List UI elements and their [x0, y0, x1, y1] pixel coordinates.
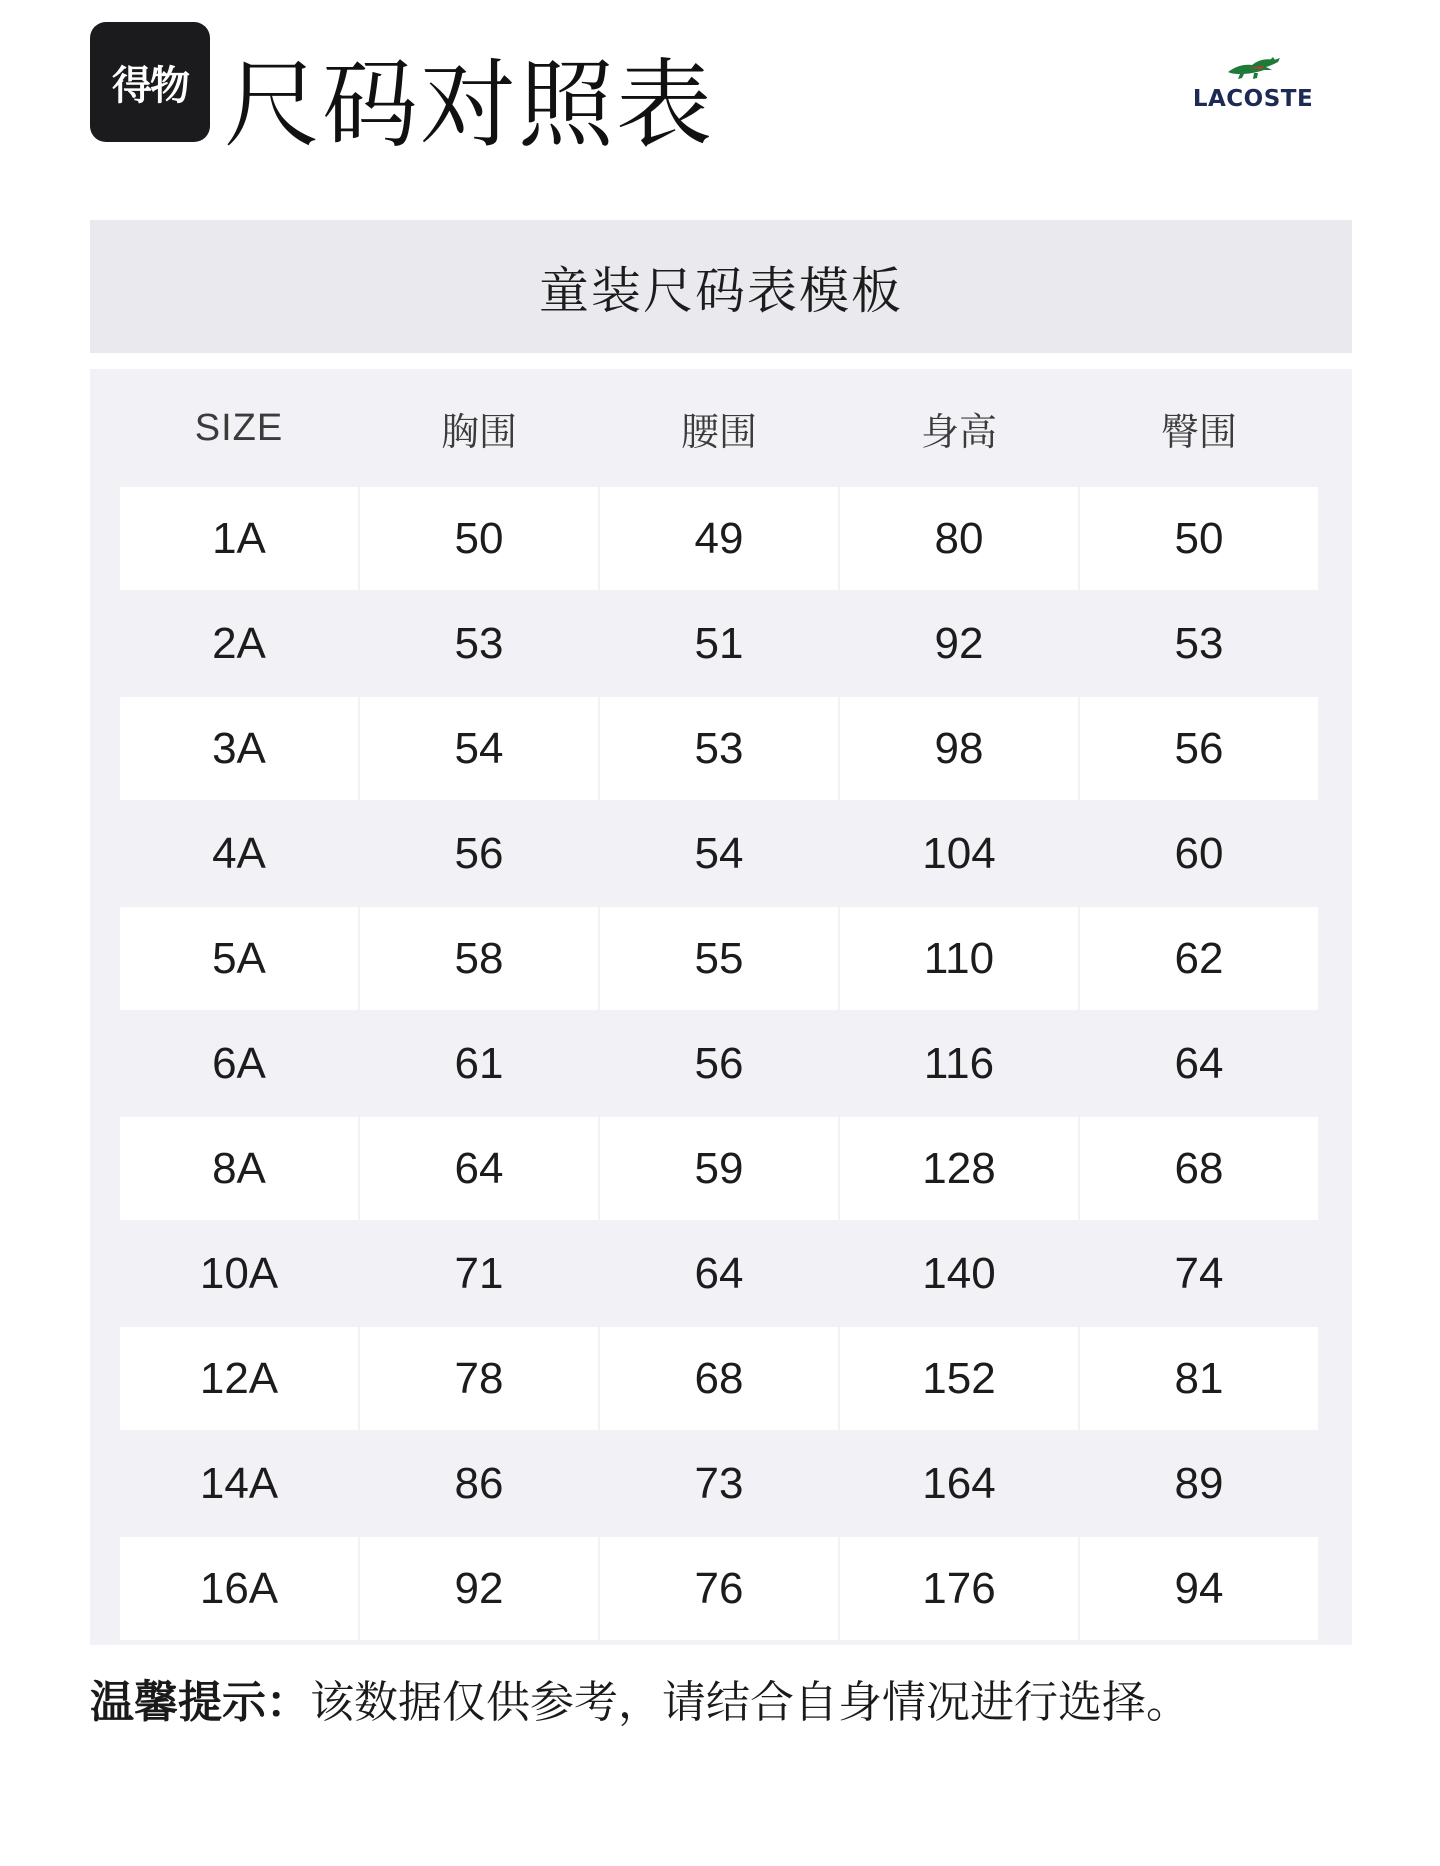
- column-header: 臀围: [1160, 409, 1237, 454]
- table-cell: 71: [360, 1222, 598, 1325]
- table-row: [120, 802, 1320, 905]
- table-row: [120, 592, 1320, 695]
- table-cell: 14A: [120, 1432, 358, 1535]
- table-cell: 54: [600, 802, 838, 905]
- table-cell: 89: [1080, 1432, 1318, 1535]
- table-row: [120, 1222, 1320, 1325]
- table-rows: [120, 487, 1320, 1640]
- table-cell: 80: [840, 487, 1078, 590]
- column-header: 胸围: [440, 409, 517, 454]
- column-header: 身高: [920, 409, 997, 454]
- table-cell: 6A: [120, 1012, 358, 1115]
- table-cell: 104: [840, 802, 1078, 905]
- table-cell: 50: [360, 487, 598, 590]
- table-cell: 4A: [120, 802, 358, 905]
- table-cell: 110: [840, 907, 1078, 1010]
- table-cell: 10A: [120, 1222, 358, 1325]
- table-cell: 140: [840, 1222, 1078, 1325]
- table-row: [120, 487, 1320, 590]
- table-cell: 1A: [120, 487, 358, 590]
- reference-note: [90, 1666, 1190, 1730]
- brand-name: LACOSTE: [1192, 86, 1314, 112]
- table-cell: 128: [840, 1117, 1078, 1220]
- table-row: [120, 1012, 1320, 1115]
- table-cell: 5A: [120, 907, 358, 1010]
- table-cell: 62: [1080, 907, 1318, 1010]
- table-cell: 98: [840, 697, 1078, 800]
- size-chart: [90, 220, 1352, 1645]
- table-cell: 92: [840, 592, 1078, 695]
- table-cell: 68: [600, 1327, 838, 1430]
- table-cell: 55: [600, 907, 838, 1010]
- table-cell: 60: [1080, 802, 1318, 905]
- table-cell: 53: [600, 697, 838, 800]
- note-label: 温馨提示：: [90, 1677, 310, 1728]
- crocodile-icon: [1226, 52, 1282, 82]
- table-cell: 92: [360, 1537, 598, 1640]
- table-row: [120, 697, 1320, 800]
- table-cell: 81: [1080, 1327, 1318, 1430]
- table-cell: 76: [600, 1537, 838, 1640]
- table-cell: 2A: [120, 592, 358, 695]
- table-cell: 56: [360, 802, 598, 905]
- app-logo-badge: 得物: [90, 22, 210, 142]
- page-title: 尺码对照表: [224, 49, 714, 161]
- table-cell: 56: [600, 1012, 838, 1115]
- table-cell: 86: [360, 1432, 598, 1535]
- table-cell: 56: [1080, 697, 1318, 800]
- table-row: [120, 907, 1320, 1010]
- table-cell: 74: [1080, 1222, 1318, 1325]
- table-cell: 53: [360, 592, 598, 695]
- table-cell: 3A: [120, 697, 358, 800]
- table-cell: 64: [600, 1222, 838, 1325]
- table-row: [120, 1537, 1320, 1640]
- table-cell: 78: [360, 1327, 598, 1430]
- table-cell: 61: [360, 1012, 598, 1115]
- table-cell: 54: [360, 697, 598, 800]
- size-chart-title: 童装尺码表模板: [90, 220, 1352, 353]
- table-cell: 58: [360, 907, 598, 1010]
- table-cell: 152: [840, 1327, 1078, 1430]
- table-cell: 116: [840, 1012, 1078, 1115]
- table-row: [120, 1117, 1320, 1220]
- size-chart-body: [90, 369, 1352, 1645]
- table-cell: 51: [600, 592, 838, 695]
- column-header: SIZE: [194, 406, 284, 449]
- table-cell: 64: [1080, 1012, 1318, 1115]
- table-cell: 53: [1080, 592, 1318, 695]
- table-cell: 94: [1080, 1537, 1318, 1640]
- table-cell: 164: [840, 1432, 1078, 1535]
- table-row: [120, 1432, 1320, 1535]
- table-cell: 50: [1080, 487, 1318, 590]
- table-cell: 12A: [120, 1327, 358, 1430]
- table-cell: 49: [600, 487, 838, 590]
- table-cell: 68: [1080, 1117, 1318, 1220]
- note-text: 该数据仅供参考，请结合自身情况进行选择。: [310, 1677, 1190, 1728]
- table-row: [120, 1327, 1320, 1430]
- table-cell: 8A: [120, 1117, 358, 1220]
- table-cell: 64: [360, 1117, 598, 1220]
- column-header: 腰围: [680, 409, 757, 454]
- table-cell: 73: [600, 1432, 838, 1535]
- table-cell: 16A: [120, 1537, 358, 1640]
- table-cell: 59: [600, 1117, 838, 1220]
- table-header-row: [120, 369, 1320, 487]
- page-header: [0, 0, 1440, 200]
- brand-logo: [1190, 52, 1316, 118]
- table-cell: 176: [840, 1537, 1078, 1640]
